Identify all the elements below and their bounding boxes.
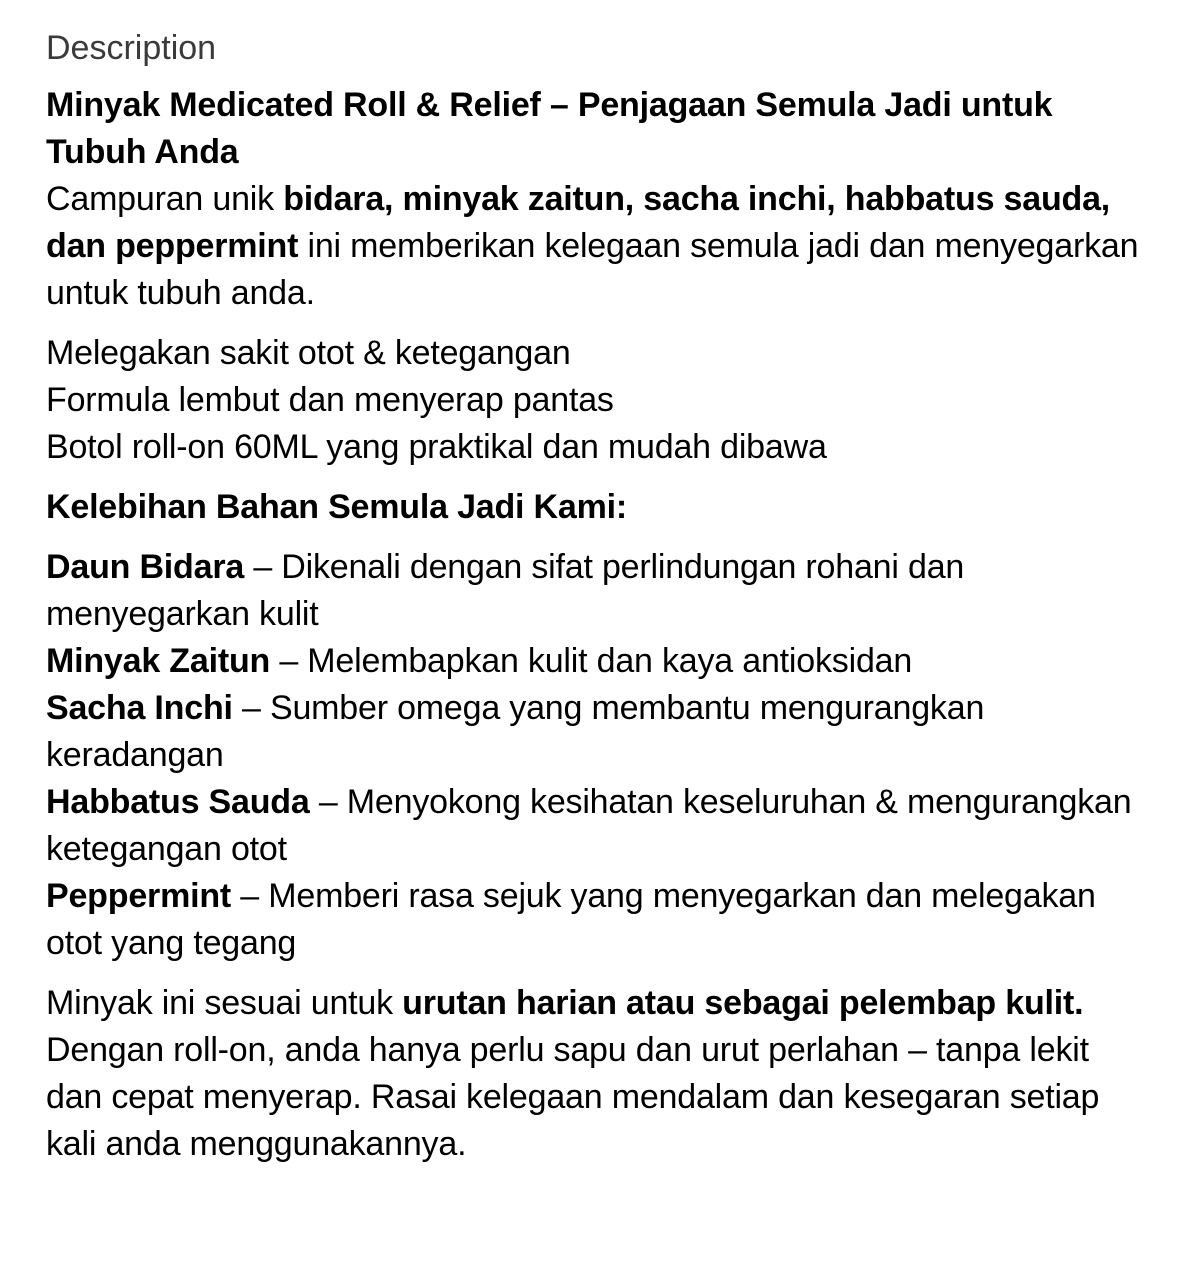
product-title: Minyak Medicated Roll & Relief – Penjagaan Semula Jadi untuk Tubuh Anda (46, 86, 1053, 171)
ingredient-name: Daun Bidara (46, 548, 245, 586)
ingredient-item (46, 685, 1149, 779)
ingredients-list (46, 544, 1149, 967)
ingredient-item (46, 779, 1149, 873)
ingredient-desc: – Dikenali dengan sifat perlindungan rohani dan menyegarkan kulit (46, 548, 965, 633)
ingredient-name: Minyak Zaitun (46, 642, 271, 680)
ingredient-desc: – Memberi rasa sejuk yang menyegarkan dan melegakan otot yang tegang (46, 877, 1096, 962)
section-heading: Description (46, 29, 217, 67)
closing-paragraph (46, 980, 1149, 1168)
ingredient-item (46, 873, 1149, 967)
ingredient-item (46, 544, 1149, 638)
ingredient-name: Peppermint (46, 877, 232, 915)
closing-text-b: Dengan roll-on, anda hanya perlu sapu dan urut perlahan – tanpa lekit dan cepat menyerap. Rasai kelegaan mendalam dan kesegaran setiap kali anda menggunakannya. (46, 1031, 1100, 1163)
benefits-list (46, 330, 1149, 471)
ingredient-desc: – Menyokong kesihatan keseluruhan & mengurangkan ketegangan otot (46, 783, 1132, 868)
ingredient-name: Sacha Inchi (46, 689, 233, 727)
intro-paragraph (46, 82, 1149, 317)
intro-text-b: ini memberikan kelegaan semula jadi dan menyegarkan untuk tubuh anda. (46, 227, 1139, 312)
benefit-item: Melegakan sakit otot & ketegangan (46, 334, 571, 372)
description-body (46, 82, 1149, 1168)
ingredient-item (46, 638, 1149, 685)
ingredients-heading: Kelebihan Bahan Semula Jadi Kami: (46, 488, 628, 526)
ingredient-name: Habbatus Sauda (46, 783, 310, 821)
intro-ingredients: bidara, minyak zaitun, sacha inchi, habbatus sauda, dan peppermint (46, 180, 1111, 265)
ingredient-desc: – Melembapkan kulit dan kaya antioksidan (270, 642, 913, 680)
ingredient-desc: – Sumber omega yang membantu mengurangkan keradangan (46, 689, 985, 774)
benefit-item: Botol roll-on 60ML yang praktikal dan mudah dibawa (46, 428, 827, 466)
ingredients-heading-paragraph (46, 484, 1149, 531)
benefit-item: Formula lembut dan menyerap pantas (46, 381, 614, 419)
closing-bold: urutan harian atau sebagai pelembap kulit. (402, 984, 1084, 1022)
intro-text-a: Campuran unik (46, 180, 284, 218)
closing-text-a: Minyak ini sesuai untuk (46, 984, 403, 1022)
